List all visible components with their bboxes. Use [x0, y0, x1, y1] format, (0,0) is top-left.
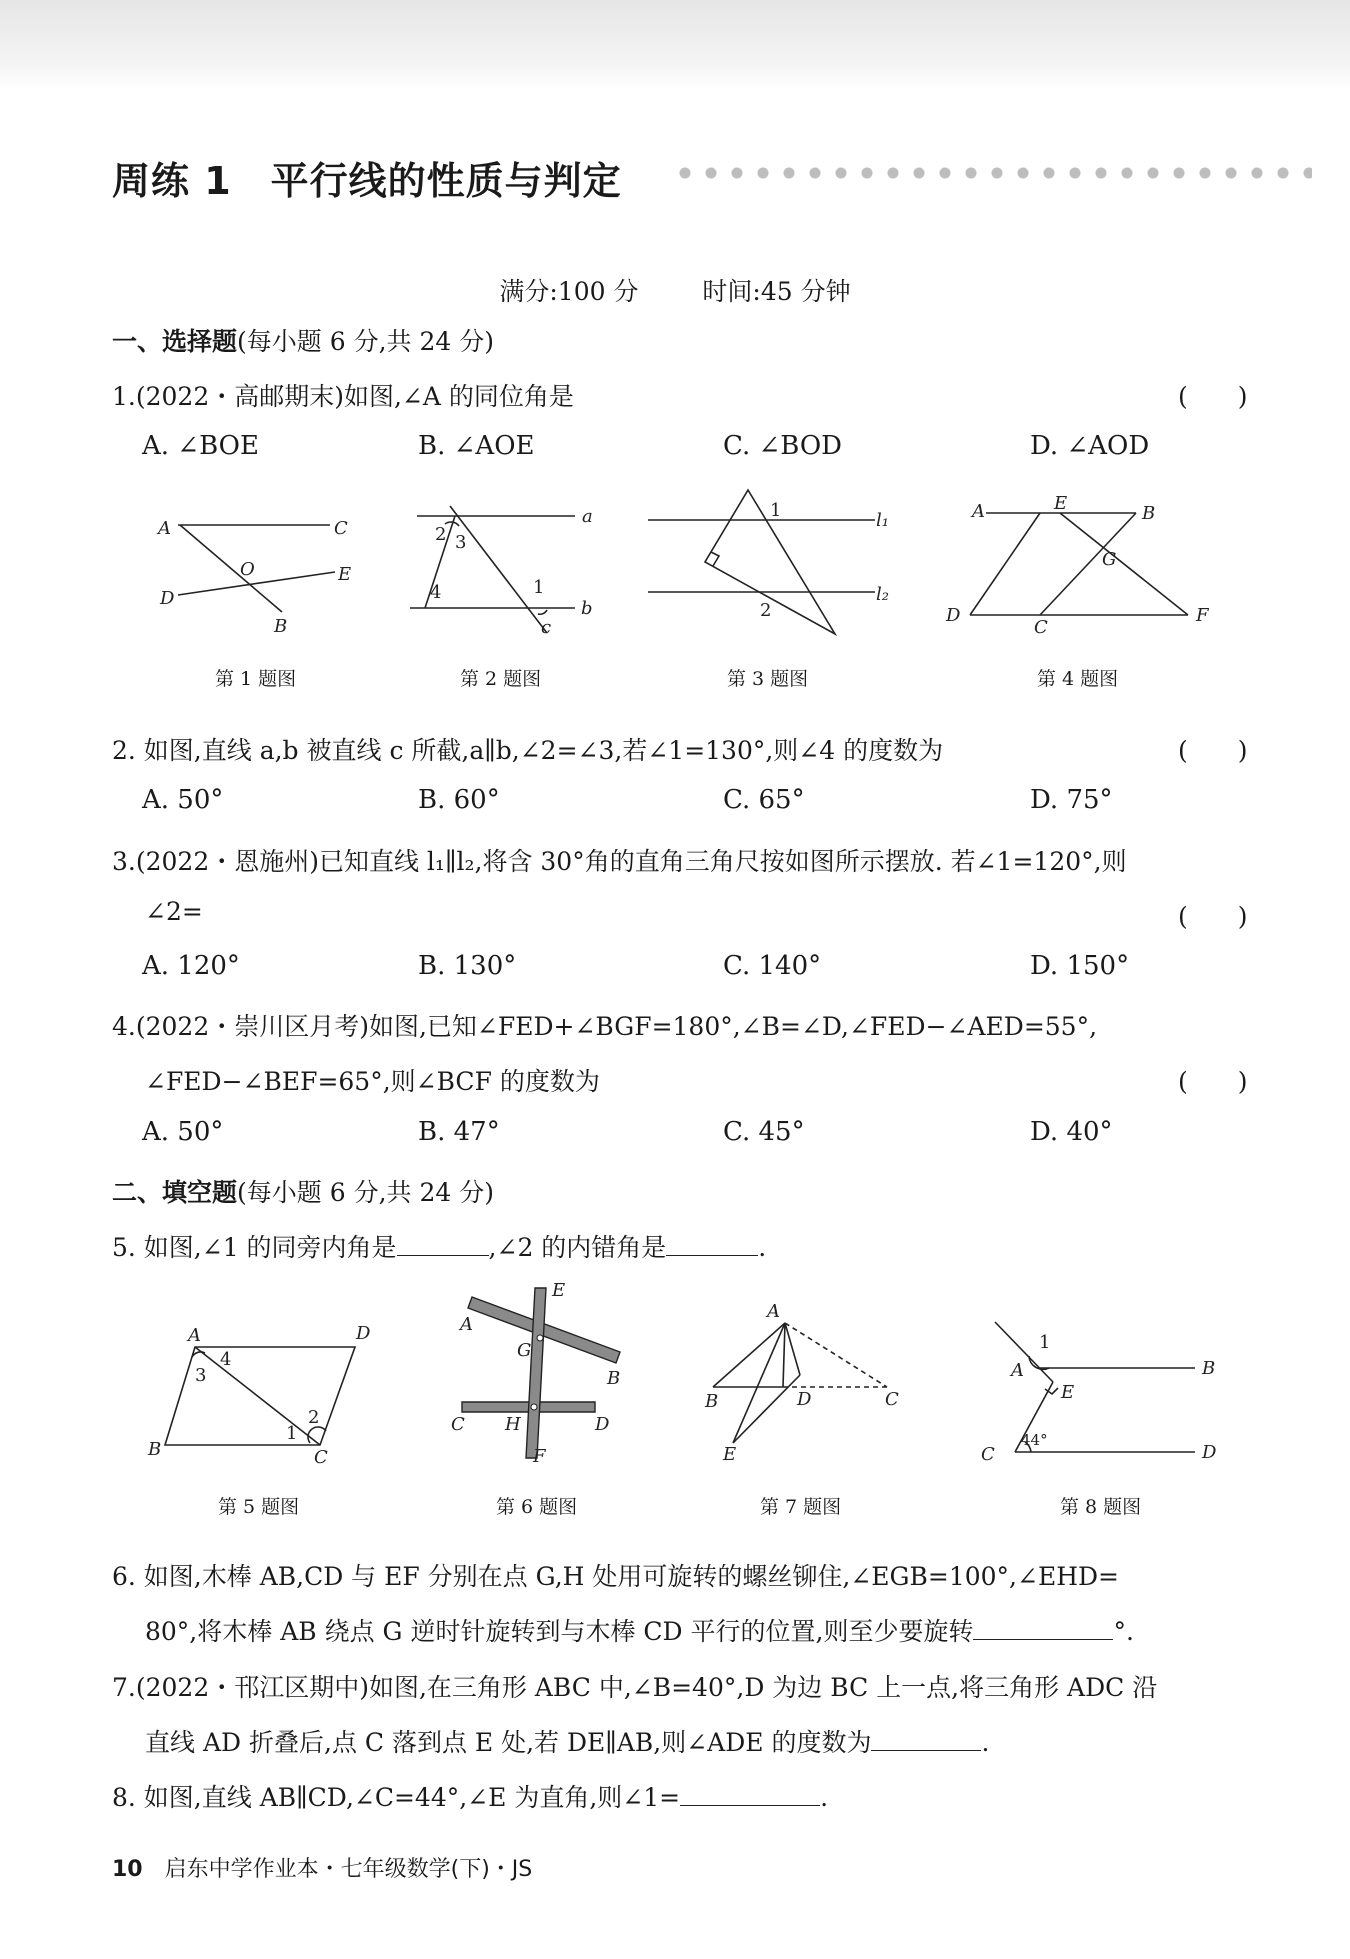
- page-top-shadow: [0, 0, 1350, 90]
- figure-8-caption: 第 8 题图: [1060, 1496, 1142, 1518]
- section-2-heading: [112, 1173, 494, 1209]
- fig8-label: D: [1202, 1442, 1217, 1463]
- fig5-label: 4: [220, 1349, 232, 1370]
- section-1-note: (每小题 6 分,共 24 分): [237, 327, 494, 356]
- fig5-label: A: [188, 1325, 201, 1346]
- q6-text: 80°,将木棒 AB 绕点 G 逆时针旋转到与木棒 CD 平行的位置,则至少要旋转: [145, 1617, 974, 1646]
- fig4-label: G: [1102, 549, 1117, 570]
- page-number: 10: [112, 1857, 143, 1882]
- figure-2-caption: 第 2 题图: [460, 668, 542, 690]
- q8-text: 8. 如图,直线 AB∥CD,∠C=44°,∠E 为直角,则∠1=: [112, 1783, 681, 1812]
- fig6-label: B: [607, 1368, 621, 1389]
- fig4-label: F: [1196, 605, 1209, 626]
- fig3-label: 2: [760, 600, 772, 621]
- fig8-label: A: [1011, 1360, 1024, 1381]
- fig7-label: A: [767, 1301, 780, 1322]
- fig2-label: b: [581, 598, 593, 619]
- fig1-label: D: [160, 588, 175, 609]
- q3-option-b[interactable]: B. 130°: [418, 951, 517, 981]
- fig6-label: C: [451, 1414, 465, 1435]
- fig2-label: 3: [455, 532, 467, 553]
- page-title: 周练 1 平行线的性质与判定: [112, 159, 622, 203]
- exam-meta: [0, 272, 1350, 308]
- fig8-label: 44°: [1021, 1431, 1048, 1449]
- q4-answer-paren[interactable]: ( ): [1178, 1067, 1248, 1096]
- q3-option-d[interactable]: D. 150°: [1030, 951, 1130, 981]
- q2-option-a[interactable]: A. 50°: [142, 785, 224, 815]
- q2-stem: 2. 如图,直线 a,b 被直线 c 所截,a∥b,∠2=∠3,若∠1=130°,则∠4 的度数为: [112, 736, 944, 765]
- fig1-label: B: [274, 616, 288, 637]
- q2-option-d[interactable]: D. 75°: [1030, 785, 1113, 815]
- figure-7: [695, 1295, 925, 1470]
- q5-text-1: 5. 如图,∠1 的同旁内角是: [112, 1233, 397, 1262]
- q1-answer-paren[interactable]: ( ): [1178, 382, 1248, 411]
- fig6-label: A: [460, 1314, 473, 1335]
- section-2-title: 二、填空题: [112, 1178, 238, 1207]
- figure-1: [150, 500, 380, 650]
- figure-7-caption: 第 7 题图: [760, 1496, 842, 1518]
- figure-6: [445, 1280, 645, 1470]
- fig5-label: 1: [286, 1423, 298, 1444]
- figure-1-caption: 第 1 题图: [215, 668, 297, 690]
- q1-option-a[interactable]: A. ∠BOE: [142, 431, 259, 461]
- q7-text: 直线 AD 折叠后,点 C 落到点 E 处,若 DE∥AB,则∠ADE 的度数为: [145, 1728, 872, 1757]
- q4-option-a[interactable]: A. 50°: [142, 1117, 224, 1147]
- q2-answer-paren[interactable]: ( ): [1178, 736, 1248, 765]
- q2-option-c[interactable]: C. 65°: [723, 785, 805, 815]
- fig4-label: A: [972, 501, 985, 522]
- figure-3: [640, 482, 900, 642]
- q3-option-a[interactable]: A. 120°: [142, 951, 240, 981]
- q3-stem-line2: ∠2=: [145, 897, 203, 926]
- fig2-label: 2: [435, 524, 447, 545]
- figure-2: [395, 498, 605, 648]
- page-footer: [112, 1852, 532, 1883]
- fig5-label: 3: [195, 1365, 207, 1386]
- fig2-label: c: [541, 617, 552, 638]
- section-2-note: (每小题 6 分,共 24 分): [237, 1178, 494, 1207]
- fig7-label: D: [797, 1389, 812, 1410]
- fig2-label: a: [582, 506, 593, 527]
- figure-4: [940, 495, 1220, 645]
- figure-5: [140, 1305, 380, 1475]
- fig4-label: E: [1054, 495, 1068, 514]
- fig1-label: A: [158, 518, 171, 539]
- full-score: 满分:100 分: [499, 277, 639, 306]
- title-dot-decoration: [672, 166, 1312, 180]
- q6-answer-blank[interactable]: [973, 1615, 1113, 1640]
- q8-text-end: .: [820, 1783, 829, 1812]
- q5-answer-blank-2[interactable]: [666, 1231, 758, 1256]
- section-1-title: 一、选择题: [112, 327, 238, 356]
- q6-line1: 6. 如图,木棒 AB,CD 与 EF 分别在点 G,H 处用可旋转的螺丝铆住,∠EGB=100°,∠EHD=: [112, 1562, 1119, 1591]
- fig8-label: E: [1061, 1382, 1075, 1403]
- q5-answer-blank-1[interactable]: [397, 1231, 489, 1256]
- figure-5-caption: 第 5 题图: [218, 1496, 300, 1518]
- q7-line2: [145, 1723, 989, 1759]
- q3-stem: 3.(2022・恩施州)已知直线 l₁∥l₂,将含 30°角的直角三角尺按如图所示摆放. 若∠1=120°,则: [112, 847, 1127, 876]
- q4-stem-line2: ∠FED−∠BEF=65°,则∠BCF 的度数为: [145, 1067, 600, 1096]
- q6-line2: [145, 1612, 1134, 1648]
- fig2-label: 1: [533, 577, 545, 598]
- fig7-label: B: [705, 1391, 719, 1412]
- q5-stem: [112, 1228, 766, 1264]
- fig6-label: D: [595, 1414, 610, 1435]
- fig4-label: D: [946, 605, 961, 626]
- fig1-label: O: [240, 559, 255, 580]
- figure-4-caption: 第 4 题图: [1037, 668, 1119, 690]
- fig8-label: 1: [1039, 1332, 1051, 1353]
- fig4-label: C: [1034, 617, 1048, 638]
- fig6-label: E: [552, 1280, 566, 1301]
- fig3-label: 1: [770, 500, 782, 521]
- figure-8: [975, 1310, 1235, 1470]
- q1-option-b[interactable]: B. ∠AOE: [418, 431, 535, 461]
- q6-text-end: °.: [1113, 1617, 1134, 1646]
- q3-option-c[interactable]: C. 140°: [723, 951, 822, 981]
- fig3-label: l₁: [876, 510, 889, 531]
- fig7-label: E: [723, 1444, 737, 1465]
- fig1-label: E: [338, 564, 352, 585]
- section-1-heading: [112, 322, 494, 358]
- fig6-label: F: [533, 1446, 546, 1467]
- q1-stem: 1.(2022・高邮期末)如图,∠A 的同位角是: [112, 382, 574, 411]
- q8-answer-blank[interactable]: [680, 1781, 820, 1806]
- q7-text-end: .: [981, 1728, 990, 1757]
- q7-answer-blank[interactable]: [871, 1726, 981, 1751]
- q1-option-d[interactable]: D. ∠AOD: [1030, 431, 1150, 461]
- figure-3-caption: 第 3 题图: [727, 668, 809, 690]
- fig2-label: 4: [430, 582, 442, 603]
- q7-line1: 7.(2022・邗江区期中)如图,在三角形 ABC 中,∠B=40°,D 为边 BC 上一点,将三角形 ADC 沿: [112, 1673, 1158, 1702]
- q4-option-b[interactable]: B. 47°: [418, 1117, 500, 1147]
- fig3-label: l₂: [876, 584, 889, 605]
- time-limit: 时间:45 分钟: [702, 277, 851, 306]
- fig4-label: B: [1142, 503, 1156, 524]
- book-title: 启东中学作业本・七年级数学(下)・JS: [164, 1857, 533, 1882]
- fig1-label: C: [334, 518, 348, 539]
- q1-option-c[interactable]: C. ∠BOD: [723, 431, 843, 461]
- fig7-label: C: [885, 1389, 899, 1410]
- fig8-label: B: [1202, 1358, 1216, 1379]
- q4-option-d[interactable]: D. 40°: [1030, 1117, 1113, 1147]
- q4-stem: 4.(2022・崇川区月考)如图,已知∠FED+∠BGF=180°,∠B=∠D,∠FED−∠AED=55°,: [112, 1012, 1098, 1041]
- figure-6-caption: 第 6 题图: [496, 1496, 578, 1518]
- q2-option-b[interactable]: B. 60°: [418, 785, 500, 815]
- fig5-label: D: [356, 1323, 371, 1344]
- q4-option-c[interactable]: C. 45°: [723, 1117, 805, 1147]
- fig5-label: 2: [308, 1407, 320, 1428]
- q8-line1: [112, 1778, 828, 1814]
- fig6-label: H: [505, 1414, 521, 1435]
- fig5-label: C: [314, 1447, 328, 1468]
- fig6-label: G: [517, 1340, 532, 1361]
- q3-answer-paren[interactable]: ( ): [1178, 902, 1248, 931]
- q5-text-2: ,∠2 的内错角是: [488, 1233, 667, 1262]
- fig5-label: B: [148, 1439, 162, 1460]
- q5-text-3: .: [758, 1233, 767, 1262]
- fig8-label: C: [981, 1444, 995, 1465]
